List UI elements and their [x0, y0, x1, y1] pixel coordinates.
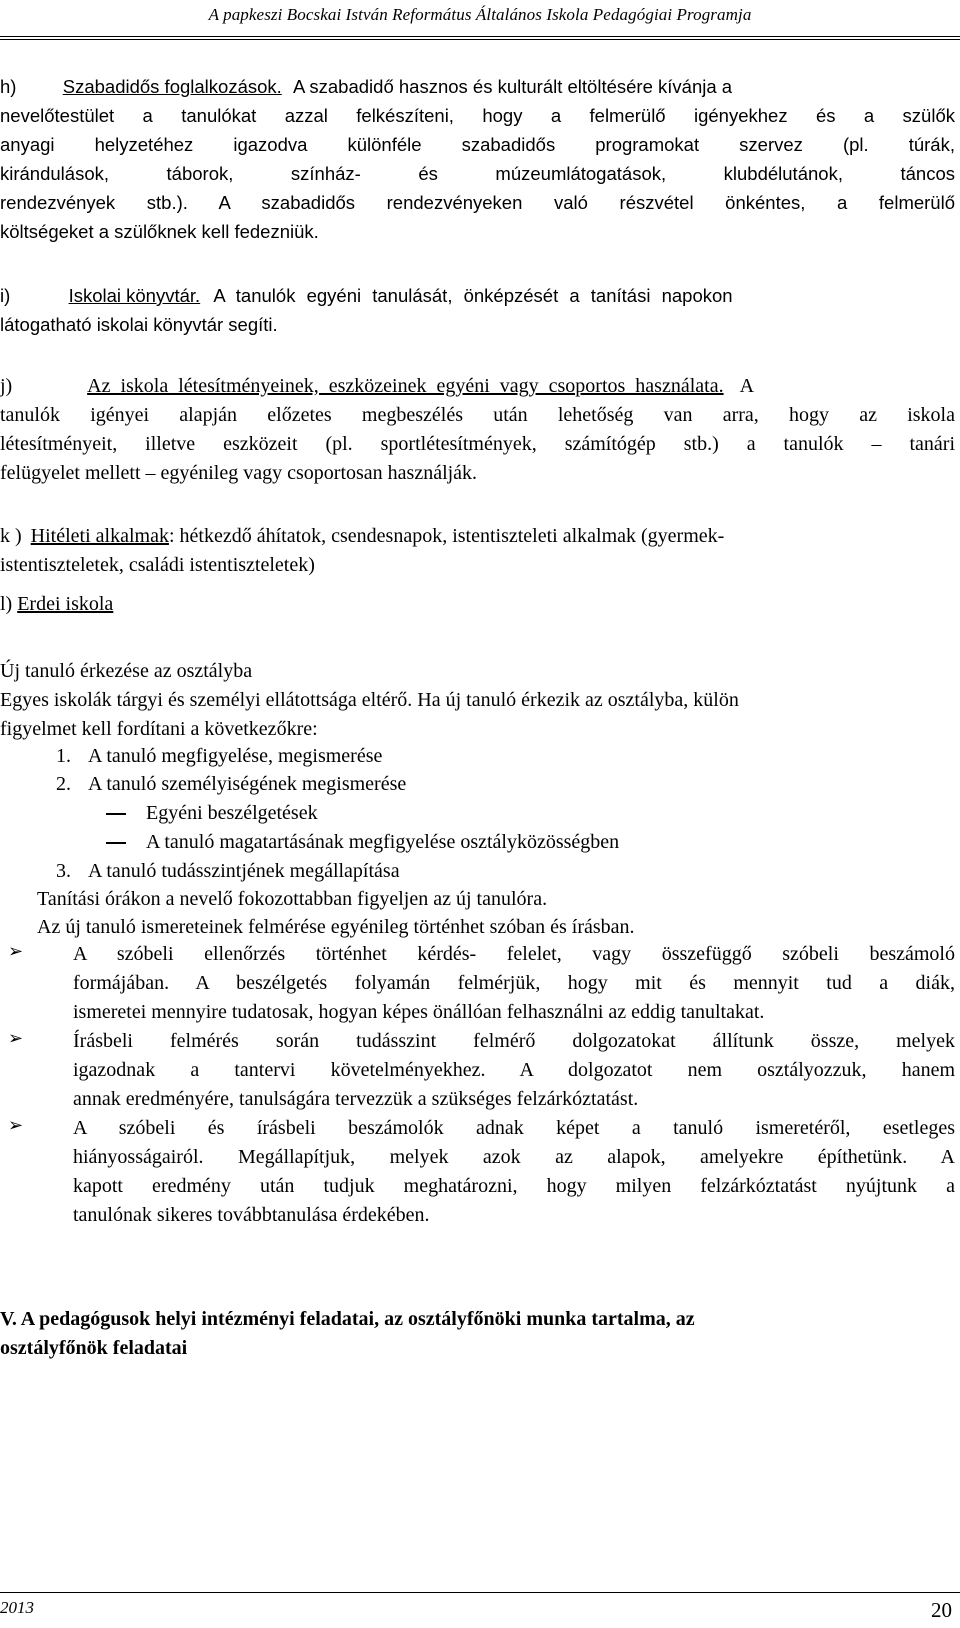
- section-h-line-2: anyagi helyzetéhez igazodva különféle szabadidős programokat szervez (pl. túrák,: [0, 134, 955, 155]
- sub-item: A tanuló magatartásának megfigyelése osztályközösségben: [146, 831, 620, 853]
- header-rule: [0, 36, 960, 37]
- section-i-heading: Iskolai könyvtár.: [68, 285, 201, 306]
- bullet-2-line-0: Írásbeli felmérés során tudásszint felmérő dolgozatokat állítunk össze, melyek: [73, 1030, 955, 1052]
- bullet-1-line-2: ismeretei mennyire tudatosak, hogyan képes önállóan felhasználni az eddig tanultakat.: [73, 1001, 765, 1023]
- section-h-line-4: rendezvények stb.). A szabadidős rendezvényeken való részvétel önkéntes, a felmerülő: [0, 192, 955, 213]
- section-l-heading: Erdei iskola: [17, 593, 114, 615]
- item-number: 3.: [56, 860, 71, 882]
- section-k-label: k ): [0, 525, 22, 547]
- new-student-intro-1: Egyes iskolák tárgyi és személyi ellátottsága eltérő. Ha új tanuló érkezik az osztályba, külön: [0, 689, 739, 711]
- section-k-line-1: : hétkezdő áhítatok, csendesnapok, istentiszteleti alkalmak (gyermek-: [168, 525, 725, 547]
- page-header: A papkeszi Bocskai István Református Általános Iskola Pedagógiai Programja: [208, 5, 752, 24]
- arrow-bullet-icon: ➢: [8, 1028, 24, 1049]
- bullet-3-line-1: hiányosságairól. Megállapítjuk, melyek azok az alapok, amelyekre építhetünk. A: [73, 1146, 955, 1168]
- section-h-heading: Szabadidős foglalkozások.: [62, 76, 282, 97]
- section-l: [0, 590, 113, 619]
- item-text: A tanuló személyiségének megismerése: [88, 773, 407, 795]
- new-student-intro-2: figyelmet kell fordítani a következőkre:: [0, 718, 318, 740]
- new-student-title: Új tanuló érkezése az osztályba: [0, 660, 253, 682]
- note-2: Az új tanuló ismereteinek felmérése egyénileg történhet szóban és írásban.: [37, 916, 635, 938]
- chapter-heading-line-2: osztályfőnök feladatai: [0, 1337, 188, 1359]
- numbered-item: [56, 770, 406, 799]
- note-1: Tanítási órákon a nevelő fokozottabban figyeljen az új tanulóra.: [37, 888, 548, 910]
- bullet-3-line-2: kapott eredmény után tudjuk meghatározni, hogy milyen felzárkóztatást nyújtunk a: [73, 1175, 955, 1197]
- section-j-line-1: létesítményeit, illetve eszközeit (pl. sportlétesítmények, számítógép stb.) a tanulók – tanári: [0, 433, 955, 455]
- sub-item: Egyéni beszélgetések: [146, 802, 318, 824]
- section-i-label: i): [0, 285, 11, 306]
- section-j-label: j): [0, 375, 13, 397]
- section-j-line-0: tanulók igényei alapján előzetes megbeszélés után lehetőség van arra, hogy az iskola: [0, 404, 955, 426]
- dash-marker: [106, 842, 126, 844]
- numbered-item: [56, 857, 400, 886]
- section-i-line-0: A tanulók egyéni tanulását, önképzését a tanítási napokon: [213, 285, 733, 306]
- section-j-heading: Az iskola létesítményeinek, eszközeinek egyéni vagy csoportos használata.: [87, 375, 724, 397]
- item-number: 2.: [56, 773, 71, 795]
- bullet-3-line-3: tanulónak sikeres továbbtanulása érdekében.: [73, 1204, 430, 1226]
- section-h-label: h): [0, 76, 17, 97]
- chapter-heading-line-1: V. A pedagógusok helyi intézményi feladatai, az osztályfőnöki munka tartalma, az: [0, 1308, 695, 1330]
- bullet-1-line-0: A szóbeli ellenőrzés történhet kérdés- felelet, vagy összefüggő szóbeli beszámoló: [73, 943, 955, 965]
- section-k-heading: Hitéleti alkalmak: [30, 525, 169, 547]
- footer-year: 2013: [0, 1598, 34, 1617]
- section-j-line-2: felügyelet mellett – egyénileg vagy csoportosan használják.: [0, 462, 478, 484]
- section-h-line-1: nevelőtestület a tanulókat azzal felkészíteni, hogy a felmerülő igényekhez és a szülők: [0, 105, 955, 126]
- item-number: 1.: [56, 745, 71, 767]
- section-k-line-2: istentiszteletek, családi istentiszteletek): [0, 554, 315, 576]
- page-number: 20: [931, 1598, 952, 1622]
- dash-marker: [106, 813, 126, 815]
- bullet-2-line-2: annak eredményére, tanulságára tervezzük a szükséges felzárkóztatást.: [73, 1088, 639, 1110]
- numbered-item: [56, 742, 382, 771]
- section-h-line-3: kirándulások, táborok, színház- és múzeumlátogatások, klubdélutánok, táncos: [0, 163, 955, 184]
- bullet-2-line-1: igazodnak a tantervi követelményekhez. A dolgozatot nem osztályozzuk, hanem: [73, 1059, 955, 1081]
- section-h-line-5: költségeket a szülőknek kell fedezniük.: [0, 221, 319, 242]
- item-text: A tanuló megfigyelése, megismerése: [88, 745, 383, 767]
- bullet-3-line-0: A szóbeli és írásbeli beszámolók adnak képet a tanuló ismeretéről, esetleges: [73, 1117, 955, 1139]
- arrow-bullet-icon: ➢: [8, 941, 24, 962]
- item-text: A tanuló tudásszintjének megállapítása: [88, 860, 400, 882]
- section-l-label: l): [0, 593, 13, 615]
- section-h-line-0: A szabadidő hasznos és kulturált eltöltésére kívánja a: [292, 76, 733, 97]
- section-i-line-1: látogatható iskolai könyvtár segíti.: [0, 314, 278, 335]
- header-rule-secondary: [0, 39, 960, 40]
- section-j-tail: A: [739, 375, 755, 397]
- bullet-1-line-1: formájában. A beszélgetés folyamán felmérjük, hogy mit és mennyit tud a diák,: [73, 972, 955, 994]
- arrow-bullet-icon: ➢: [8, 1115, 24, 1136]
- footer-rule: [0, 1592, 960, 1593]
